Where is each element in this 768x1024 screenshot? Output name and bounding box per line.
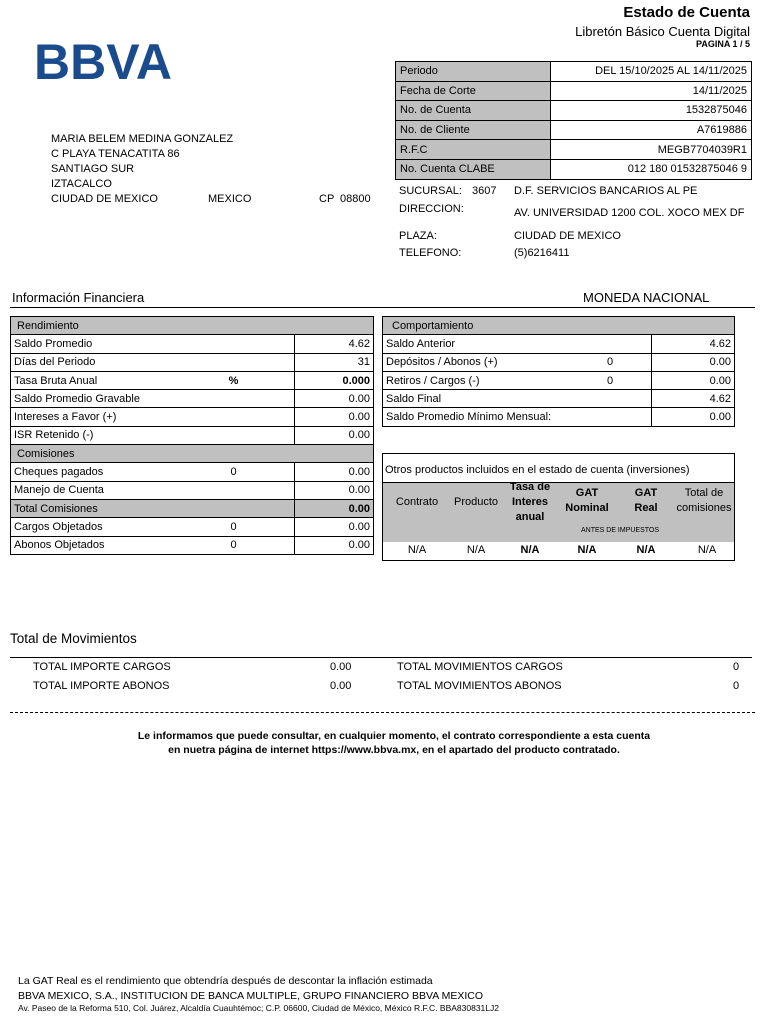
info-row-rfc — [396, 140, 752, 160]
row-count: 0 — [572, 371, 652, 389]
table-row-total — [11, 499, 374, 517]
row-unit: % — [200, 371, 295, 389]
importe-abonos-value: 0.00 — [330, 680, 352, 692]
table-row — [11, 426, 374, 444]
val-total-comisiones: N/A — [697, 544, 717, 556]
row-label: Saldo Anterior — [383, 335, 572, 353]
comportamiento-table — [382, 316, 735, 427]
table-title: Comisiones — [11, 445, 374, 463]
row-count: 0 — [200, 518, 295, 536]
table-row — [11, 518, 374, 536]
info-row-cuenta — [396, 101, 752, 121]
val-gat-nominal: N/A — [577, 544, 597, 556]
info-label: No. de Cuenta — [396, 101, 551, 121]
info-value: 14/11/2025 — [551, 81, 752, 101]
info-value: 1532875046 — [551, 101, 752, 121]
divider — [10, 657, 752, 658]
client-state: MEXICO — [208, 193, 252, 205]
info-value: MEGB7704039R1 — [551, 140, 752, 160]
val-contrato: N/A — [407, 544, 427, 556]
client-city: CIUDAD DE MEXICO — [51, 193, 158, 205]
client-name: MARIA BELEM MEDINA GONZALEZ — [51, 133, 234, 145]
mov-abonos-label: TOTAL MOVIMIENTOS ABONOS — [397, 680, 562, 692]
info-label: No. Cuenta CLABE — [396, 159, 551, 179]
row-label: Cargos Objetados — [11, 518, 200, 536]
plaza-value: CIUDAD DE MEXICO — [514, 230, 621, 242]
val-producto: N/A — [466, 544, 486, 556]
sucursal-name: D.F. SERVICIOS BANCARIOS AL PE — [514, 185, 698, 197]
account-info-table — [395, 61, 752, 180]
footer-legal-name: BBVA MEXICO, S.A., INSTITUCION DE BANCA MULTIPLE, GRUPO FINANCIERO BBVA MEXICO — [18, 990, 484, 1002]
comisiones-header — [11, 445, 374, 463]
other-products-header — [383, 482, 734, 542]
row-label: Saldo Final — [383, 390, 572, 408]
importe-cargos-label: TOTAL IMPORTE CARGOS — [33, 661, 171, 673]
val-gat-real: N/A — [636, 544, 656, 556]
row-label: Saldo Promedio — [11, 335, 200, 353]
importe-abonos-label: TOTAL IMPORTE ABONOS — [33, 680, 170, 692]
table-row — [383, 390, 735, 408]
table-row — [11, 390, 374, 408]
document-title: Estado de Cuenta — [623, 4, 750, 21]
row-label: Días del Periodo — [11, 353, 200, 371]
row-label: Cheques pagados — [11, 463, 200, 481]
col-contrato: Contrato — [395, 496, 439, 508]
table-row — [11, 481, 374, 499]
info-label: No. de Cliente — [396, 120, 551, 140]
importe-cargos-value: 0.00 — [330, 661, 352, 673]
row-value: 0.00 — [295, 499, 374, 517]
plaza-label: PLAZA: — [399, 230, 437, 242]
info-row-fecha-corte — [396, 81, 752, 101]
row-value: 31 — [295, 353, 374, 371]
row-label: Retiros / Cargos (-) — [383, 371, 572, 389]
row-value: 0.00 — [652, 371, 735, 389]
other-products-title: Otros productos incluidos en el estado de cuenta (inversiones) — [385, 464, 690, 476]
antes-impuestos-label: ANTES DE IMPUESTOS — [580, 527, 660, 534]
sucursal-number: 3607 — [472, 185, 497, 197]
table-row — [383, 335, 735, 353]
info-label: Fecha de Corte — [396, 81, 551, 101]
row-value: 0.00 — [652, 408, 735, 426]
row-value: 4.62 — [652, 335, 735, 353]
row-label: Manejo de Cuenta — [11, 481, 200, 499]
table-row — [11, 353, 374, 371]
row-count: 0 — [572, 353, 652, 371]
row-count: 0 — [200, 463, 295, 481]
financial-heading: Información Financiera — [12, 290, 145, 305]
notice-line-1: Le informamos que puede consultar, en cualquier momento, el contrato correspondiente a esta cuenta — [137, 730, 651, 742]
row-value: 0.00 — [295, 481, 374, 499]
client-colony: SANTIAGO SUR — [51, 163, 135, 175]
row-value: 0.00 — [652, 353, 735, 371]
info-label: R.F.C — [396, 140, 551, 160]
mov-abonos-value: 0 — [733, 680, 740, 692]
row-label: ISR Retenido (-) — [11, 426, 200, 444]
col-gat-real: GAT Real — [634, 487, 658, 514]
row-label: Depósitos / Abonos (+) — [383, 353, 572, 371]
val-tasa: N/A — [520, 544, 540, 556]
table-row — [11, 408, 374, 426]
other-products-box — [382, 453, 735, 561]
info-label: Periodo — [396, 62, 551, 82]
col-producto: Producto — [453, 496, 499, 508]
col-total-comisiones: Total de comisiones — [676, 487, 732, 514]
info-value: A7619886 — [551, 120, 752, 140]
footer-gat-note: La GAT Real es el rendimiento que obtendría después de descontar la inflación estimada — [18, 975, 433, 987]
table-row — [11, 463, 374, 481]
row-value: 0.00 — [295, 408, 374, 426]
row-value: 4.62 — [295, 335, 374, 353]
client-street: C PLAYA TENACATITA 86 — [51, 148, 180, 160]
info-row-clabe — [396, 159, 752, 179]
client-cp-label: CP — [319, 193, 335, 205]
page-number: PAGINA 1 / 5 — [695, 39, 750, 49]
bbva-logo-text: BBVA — [34, 36, 172, 80]
row-value: 0.00 — [295, 463, 374, 481]
table-row — [11, 335, 374, 353]
currency-label: MONEDA NACIONAL — [583, 290, 710, 305]
row-value: 0.00 — [295, 536, 374, 554]
row-value: 0.00 — [295, 426, 374, 444]
telefono-value: (5)6216411 — [514, 247, 570, 259]
info-row-periodo — [396, 62, 752, 82]
bbva-logo — [34, 36, 172, 80]
row-value: 0.000 — [295, 371, 374, 389]
dashed-divider — [10, 712, 755, 713]
table-row — [383, 408, 735, 426]
table-row — [11, 536, 374, 554]
direccion-label: DIRECCION: — [399, 203, 464, 215]
row-label: Saldo Promedio Mínimo Mensual: — [383, 408, 652, 426]
table-row — [11, 371, 374, 389]
divider — [10, 307, 755, 308]
row-label: Saldo Promedio Gravable — [11, 390, 200, 408]
col-tasa: Tasa de Interes anual — [509, 481, 551, 523]
sucursal-label: SUCURSAL: — [399, 185, 462, 197]
info-row-cliente — [396, 120, 752, 140]
table-row — [383, 353, 735, 371]
table-title: Comportamiento — [383, 317, 735, 335]
row-value: 0.00 — [295, 518, 374, 536]
info-value: DEL 15/10/2025 AL 14/11/2025 — [551, 62, 752, 82]
row-value: 0.00 — [295, 390, 374, 408]
row-label: Abonos Objetados — [11, 536, 200, 554]
client-municipality: IZTACALCO — [51, 178, 112, 190]
table-title: Rendimiento — [11, 317, 374, 335]
row-label: Total Comisiones — [11, 499, 200, 517]
col-gat-nominal: GAT Nominal — [565, 487, 609, 514]
row-label: Intereses a Favor (+) — [11, 408, 200, 426]
document-subtitle: Libretón Básico Cuenta Digital — [575, 24, 750, 39]
footer-address: Av. Paseo de la Reforma 510, Col. Juárez, Alcaldía Cuauhtémoc; C.P. 06600, Ciudad de México, México R.F.C. BBA830831LJ2 — [18, 1003, 499, 1013]
direccion-value: AV. UNIVERSIDAD 1200 COL. XOCO MEX DF — [514, 207, 745, 219]
telefono-label: TELEFONO: — [399, 247, 462, 259]
row-count: 0 — [200, 536, 295, 554]
row-value: 4.62 — [652, 390, 735, 408]
table-row — [383, 371, 735, 389]
comportamiento-header — [383, 317, 735, 335]
client-cp: 08800 — [340, 193, 371, 205]
rendimiento-table — [10, 316, 374, 555]
row-label: Tasa Bruta Anual — [11, 371, 200, 389]
rendimiento-header — [11, 317, 374, 335]
mov-cargos-label: TOTAL MOVIMIENTOS CARGOS — [397, 661, 563, 673]
movements-heading: Total de Movimientos — [10, 631, 137, 646]
info-value: 012 180 01532875046 9 — [551, 159, 752, 179]
notice-line-2: en nuetra página de internet https://www.bbva.mx, en el apartado del producto contratado. — [168, 744, 620, 756]
mov-cargos-value: 0 — [733, 661, 740, 673]
